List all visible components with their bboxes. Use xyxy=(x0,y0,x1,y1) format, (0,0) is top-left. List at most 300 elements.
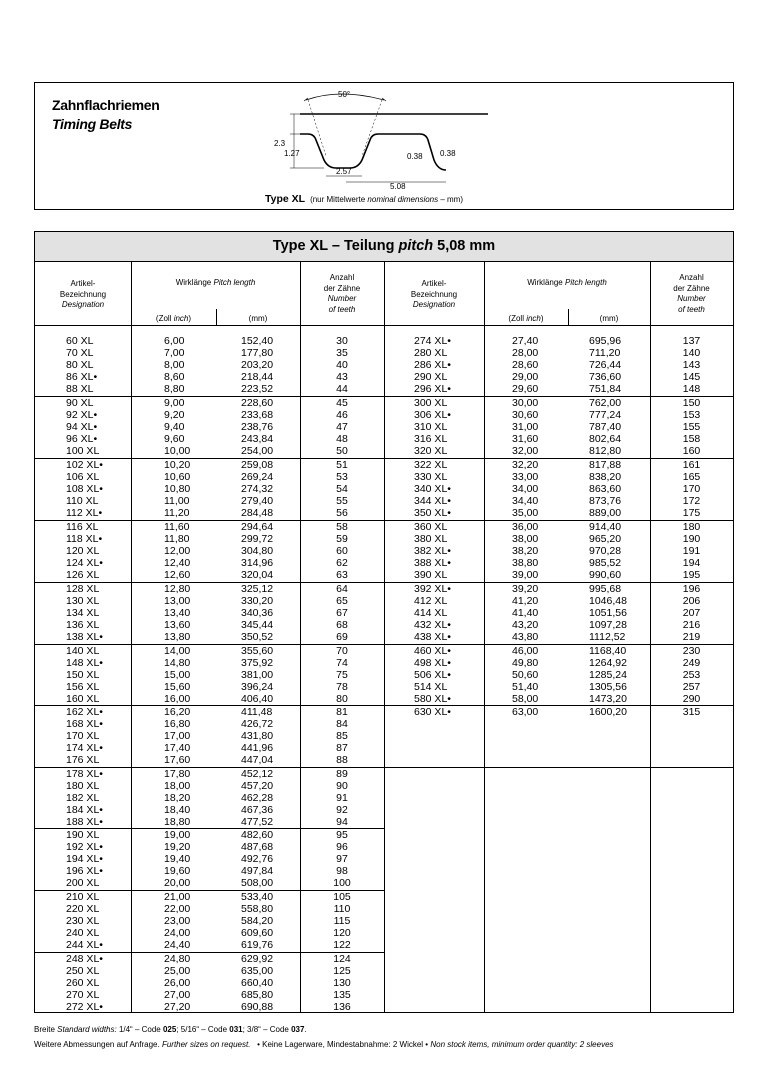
cell-designation: 414 XL xyxy=(414,607,448,619)
cell-designation: 182 XL xyxy=(66,792,100,804)
cell-teeth: 125 xyxy=(333,965,351,977)
cell-designation: 168 XL• xyxy=(66,718,103,730)
type-label: Type XL xyxy=(265,193,306,205)
cell-length-inch: 14,80 xyxy=(164,657,191,669)
cell-length-mm: 497,84 xyxy=(241,865,274,877)
cell-designation: 392 XL• xyxy=(414,583,451,595)
cell-length-mm: 609,60 xyxy=(241,927,274,939)
cell-teeth: 165 xyxy=(682,471,701,483)
cell-designation: 134 XL xyxy=(66,607,100,619)
cell-length-mm: 660,40 xyxy=(241,977,274,989)
cell-designation: 260 XL xyxy=(66,977,100,989)
cell-teeth: 216 xyxy=(682,619,701,631)
cell-length-mm: 314,96 xyxy=(241,557,274,569)
cell-designation: 60 XL xyxy=(66,335,94,347)
cell-length-inch: 21,00 xyxy=(164,891,191,903)
cell-designation: 388 XL• xyxy=(414,557,451,569)
cell-teeth: 40 xyxy=(336,359,348,371)
cell-length-inch: 39,20 xyxy=(512,583,539,595)
cell-teeth: 194 xyxy=(682,557,701,569)
cell-length-mm: 279,40 xyxy=(241,495,274,507)
cell-designation: 200 XL xyxy=(66,877,100,889)
header-inch-right: (Zoll inch) xyxy=(508,314,544,323)
cell-designation: 124 XL• xyxy=(66,557,103,569)
cell-designation: 630 XL• xyxy=(414,706,451,718)
cell-length-inch: 10,60 xyxy=(164,471,191,483)
cell-length-mm: 787,40 xyxy=(589,421,622,433)
cell-length-inch: 51,40 xyxy=(512,681,539,693)
cell-length-inch: 16,00 xyxy=(164,693,191,705)
cell-teeth: 161 xyxy=(682,459,701,471)
cell-designation: 300 XL xyxy=(414,397,448,409)
cell-designation: 432 XL• xyxy=(414,619,451,631)
title-german: Zahnflachriemen xyxy=(52,97,160,113)
cell-designation: 506 XL• xyxy=(414,669,451,681)
cell-length-mm: 406,40 xyxy=(241,693,274,705)
cell-length-inch: 17,80 xyxy=(164,768,191,780)
belt-profile-diagram xyxy=(270,86,510,190)
cell-length-mm: 508,00 xyxy=(241,877,274,889)
cell-designation: 194 XL• xyxy=(66,853,103,865)
cell-teeth: 253 xyxy=(682,669,701,681)
cell-designation: 80 XL xyxy=(66,359,94,371)
cell-length-inch: 49,80 xyxy=(512,657,539,669)
cell-length-inch: 39,00 xyxy=(512,569,539,581)
cell-length-inch: 32,00 xyxy=(512,445,539,457)
cell-length-mm: 1097,28 xyxy=(589,619,627,631)
cell-teeth: 105 xyxy=(333,891,351,903)
cell-teeth: 51 xyxy=(336,459,348,471)
cell-length-inch: 24,40 xyxy=(164,939,191,951)
cell-teeth: 96 xyxy=(336,841,348,853)
cell-teeth: 160 xyxy=(682,445,701,457)
cell-length-inch: 15,60 xyxy=(164,681,191,693)
cell-length-mm: 259,08 xyxy=(241,459,274,471)
header-inch: (Zoll inch) xyxy=(155,314,192,323)
cell-designation: 92 XL• xyxy=(66,409,98,421)
cell-length-mm: 233,68 xyxy=(241,409,274,421)
cell-length-inch: 18,00 xyxy=(164,780,191,792)
cell-designation: 138 XL• xyxy=(66,631,103,643)
cell-length-inch: 43,20 xyxy=(512,619,539,631)
cell-designation: 96 XL• xyxy=(66,433,98,445)
cell-length-inch: 27,20 xyxy=(164,1001,191,1013)
cell-length-inch: 31,60 xyxy=(512,433,539,445)
cell-teeth: 148 xyxy=(682,383,701,395)
cell-length-mm: 340,36 xyxy=(241,607,274,619)
cell-length-inch: 23,00 xyxy=(164,915,191,927)
cell-length-mm: 396,24 xyxy=(241,681,274,693)
cell-teeth: 54 xyxy=(336,483,348,495)
cell-teeth: 110 xyxy=(333,903,351,915)
cell-designation: 322 XL xyxy=(414,459,448,471)
cell-designation: 320 XL xyxy=(414,445,448,457)
cell-length-mm: 629,92 xyxy=(241,953,274,965)
cell-teeth: 290 xyxy=(682,693,701,705)
footer-notes: Weitere Abmessungen auf Anfrage. Further sizes on request. • Keine Lagerware, Mindestabnahme: 2 Wickel • Non stock items, minimum order quantity: 2 sleeves xyxy=(34,1040,614,1049)
cell-teeth: 84 xyxy=(336,718,348,730)
cell-length-mm: 777,24 xyxy=(589,409,622,421)
cell-teeth: 97 xyxy=(336,853,348,865)
cell-teeth: 94 xyxy=(336,816,348,828)
cell-length-inch: 34,00 xyxy=(512,483,539,495)
cell-teeth: 74 xyxy=(336,657,348,669)
cell-designation: 120 XL xyxy=(66,545,100,557)
cell-teeth: 88 xyxy=(336,754,348,766)
cell-designation: 112 XL• xyxy=(66,507,103,519)
cell-length-mm: 411,48 xyxy=(241,706,273,718)
cell-length-inch: 16,20 xyxy=(164,706,191,718)
cell-length-mm: 726,44 xyxy=(589,359,622,371)
cell-teeth: 67 xyxy=(336,607,348,619)
cell-length-mm: 177,80 xyxy=(241,347,274,359)
cell-length-mm: 1112,52 xyxy=(589,631,626,643)
cell-teeth: 153 xyxy=(682,409,701,421)
header-mm-right: (mm) xyxy=(599,314,619,323)
cell-length-mm: 1600,20 xyxy=(589,706,627,718)
cell-designation: 88 XL xyxy=(66,383,94,395)
cell-designation: 382 XL• xyxy=(414,545,451,557)
cell-length-inch: 16,80 xyxy=(164,718,191,730)
cell-length-inch: 13,00 xyxy=(164,595,191,607)
cell-length-mm: 619,76 xyxy=(241,939,274,951)
cell-length-mm: 274,32 xyxy=(241,483,274,495)
header-designation: Artikel- Bezeichnung Designation xyxy=(59,279,107,309)
cell-teeth: 69 xyxy=(336,631,348,643)
cell-teeth: 53 xyxy=(336,471,348,483)
table-title: Type XL – Teilung pitch 5,08 mm xyxy=(35,232,733,262)
cell-length-inch: 19,40 xyxy=(164,853,191,865)
cell-length-mm: 238,76 xyxy=(241,421,274,433)
cell-designation: 128 XL xyxy=(66,583,100,595)
cell-length-mm: 685,80 xyxy=(241,989,274,1001)
cell-length-mm: 441,96 xyxy=(241,742,274,754)
cell-length-mm: 1046,48 xyxy=(589,595,627,607)
cell-length-inch: 11,00 xyxy=(164,495,190,507)
cell-length-mm: 1264,92 xyxy=(589,657,627,669)
cell-length-mm: 914,40 xyxy=(589,521,622,533)
cell-teeth: 64 xyxy=(336,583,348,595)
cell-teeth: 68 xyxy=(336,619,348,631)
cell-length-mm: 218,44 xyxy=(241,371,274,383)
cell-teeth: 158 xyxy=(682,433,701,445)
cell-length-mm: 751,84 xyxy=(589,383,622,395)
cell-designation: 344 XL• xyxy=(414,495,451,507)
cell-teeth: 191 xyxy=(682,545,701,557)
cell-length-inch: 13,60 xyxy=(164,619,191,631)
cell-length-inch: 9,00 xyxy=(164,397,185,409)
cell-teeth: 59 xyxy=(336,533,348,545)
cell-length-inch: 38,80 xyxy=(512,557,539,569)
cell-teeth: 50 xyxy=(336,445,348,457)
cell-length-mm: 492,76 xyxy=(241,853,274,865)
cell-teeth: 35 xyxy=(336,347,348,359)
cell-designation: 310 XL xyxy=(414,421,448,433)
cell-length-mm: 447,04 xyxy=(241,754,274,766)
cell-length-mm: 1168,40 xyxy=(589,645,627,657)
cell-teeth: 170 xyxy=(682,483,701,495)
cell-length-inch: 17,00 xyxy=(164,730,191,742)
cell-teeth: 43 xyxy=(336,371,348,383)
cell-teeth: 81 xyxy=(336,706,348,718)
cell-length-inch: 9,40 xyxy=(164,421,185,433)
cell-length-mm: 533,40 xyxy=(241,891,274,903)
cell-designation: 498 XL• xyxy=(414,657,451,669)
cell-teeth: 257 xyxy=(682,681,701,693)
cell-length-inch: 24,80 xyxy=(164,953,191,965)
cell-length-inch: 32,20 xyxy=(512,459,539,471)
cell-teeth: 89 xyxy=(336,768,348,780)
cell-length-mm: 584,20 xyxy=(241,915,274,927)
cell-teeth: 135 xyxy=(333,989,351,1001)
cell-teeth: 190 xyxy=(682,533,701,545)
radius-label-2: 0.38 xyxy=(440,149,456,158)
cell-designation: 102 XL• xyxy=(66,459,103,471)
cell-length-mm: 1305,56 xyxy=(589,681,627,693)
cell-designation: 306 XL• xyxy=(414,409,451,421)
cell-length-inch: 38,20 xyxy=(512,545,539,557)
cell-length-mm: 330,20 xyxy=(241,595,274,607)
cell-designation: 100 XL xyxy=(66,445,100,457)
cell-designation: 580 XL• xyxy=(414,693,451,705)
cell-length-inch: 13,80 xyxy=(164,631,191,643)
cell-length-mm: 320,04 xyxy=(241,569,274,581)
cell-teeth: 90 xyxy=(336,780,348,792)
cell-length-mm: 995,68 xyxy=(589,583,622,595)
cell-teeth: 44 xyxy=(336,383,348,395)
cell-teeth: 91 xyxy=(336,792,348,804)
cell-designation: 380 XL xyxy=(414,533,448,545)
cell-length-inch: 18,80 xyxy=(164,816,191,828)
cell-length-inch: 11,20 xyxy=(164,507,190,519)
cell-teeth: 136 xyxy=(333,1001,351,1013)
cell-length-inch: 20,00 xyxy=(164,877,191,889)
cell-designation: 70 XL xyxy=(66,347,94,359)
cell-length-inch: 17,40 xyxy=(164,742,191,754)
cell-length-inch: 17,60 xyxy=(164,754,191,766)
cell-designation: 280 XL xyxy=(414,347,448,359)
cell-length-inch: 63,00 xyxy=(512,706,539,718)
cell-length-mm: 325,12 xyxy=(241,583,274,595)
cell-teeth: 180 xyxy=(682,521,701,533)
cell-length-inch: 19,00 xyxy=(164,829,191,841)
cell-length-inch: 13,40 xyxy=(164,607,191,619)
cell-teeth: 78 xyxy=(336,681,348,693)
cell-length-mm: 284,48 xyxy=(241,507,274,519)
header-teeth: Anzahl der Zähne Number of teeth xyxy=(323,273,361,314)
cell-length-inch: 6,00 xyxy=(164,335,185,347)
cell-length-inch: 11,80 xyxy=(164,533,190,545)
cell-length-inch: 34,40 xyxy=(512,495,539,507)
cell-designation: 350 XL• xyxy=(414,507,451,519)
cell-designation: 248 XL• xyxy=(66,953,103,965)
header-designation-right: Artikel- Bezeichnung Designation xyxy=(410,279,458,309)
cell-length-inch: 31,00 xyxy=(512,421,539,433)
header-mm: (mm) xyxy=(248,314,268,323)
cell-length-mm: 965,20 xyxy=(589,533,622,545)
cell-teeth: 80 xyxy=(336,693,348,705)
angle-label: 50° xyxy=(338,90,351,99)
cell-teeth: 85 xyxy=(336,730,348,742)
cell-designation: 106 XL xyxy=(66,471,100,483)
cell-length-inch: 18,40 xyxy=(164,804,191,816)
cell-length-mm: 635,00 xyxy=(241,965,274,977)
cell-length-mm: 477,52 xyxy=(241,816,274,828)
cell-teeth: 143 xyxy=(682,359,701,371)
title-english: Timing Belts xyxy=(52,116,133,132)
cell-length-inch: 8,60 xyxy=(164,371,185,383)
cell-teeth: 130 xyxy=(333,977,351,989)
cell-length-inch: 19,60 xyxy=(164,865,191,877)
cell-length-inch: 12,00 xyxy=(164,545,191,557)
cell-length-inch: 29,60 xyxy=(512,383,539,395)
cell-designation: 316 XL xyxy=(414,433,448,445)
cell-length-inch: 11,60 xyxy=(164,521,190,533)
cell-length-inch: 28,60 xyxy=(512,359,539,371)
pitch-label: 5.08 xyxy=(390,182,406,190)
cell-length-inch: 10,80 xyxy=(164,483,191,495)
cell-teeth: 175 xyxy=(682,507,701,519)
cell-designation: 272 XL• xyxy=(66,1001,103,1013)
cell-length-mm: 462,28 xyxy=(241,792,274,804)
cell-length-mm: 695,96 xyxy=(589,335,622,347)
cell-length-mm: 985,52 xyxy=(589,557,622,569)
cell-designation: 116 XL xyxy=(66,521,99,533)
cell-length-inch: 10,20 xyxy=(164,459,191,471)
cell-length-inch: 43,80 xyxy=(512,631,539,643)
cell-length-mm: 990,60 xyxy=(589,569,622,581)
cell-length-inch: 22,00 xyxy=(164,903,191,915)
cell-length-inch: 25,00 xyxy=(164,965,191,977)
cell-length-inch: 38,00 xyxy=(512,533,539,545)
cell-length-mm: 299,72 xyxy=(241,533,274,545)
cell-teeth: 45 xyxy=(336,397,348,409)
cell-teeth: 62 xyxy=(336,557,348,569)
cell-length-inch: 27,40 xyxy=(512,335,539,347)
cell-designation: 190 XL xyxy=(66,829,100,841)
cell-designation: 296 XL• xyxy=(414,383,451,395)
cell-length-mm: 152,40 xyxy=(241,335,274,347)
cell-designation: 196 XL• xyxy=(66,865,103,877)
cell-teeth: 196 xyxy=(682,583,701,595)
cell-teeth: 47 xyxy=(336,421,348,433)
cell-teeth: 63 xyxy=(336,569,348,581)
cell-designation: 220 XL xyxy=(66,903,100,915)
cell-length-mm: 812,80 xyxy=(589,445,622,457)
cell-length-inch: 9,60 xyxy=(164,433,185,445)
depth-label-2: 1.27 xyxy=(284,149,300,158)
cell-teeth: 115 xyxy=(333,915,351,927)
cell-length-inch: 27,00 xyxy=(164,989,191,1001)
cell-designation: 270 XL xyxy=(66,989,100,1001)
cell-length-mm: 736,60 xyxy=(589,371,622,383)
cell-teeth: 206 xyxy=(682,595,701,607)
cell-teeth: 48 xyxy=(336,433,348,445)
cell-length-inch: 14,00 xyxy=(164,645,191,657)
cell-designation: 244 XL• xyxy=(66,939,103,951)
cell-length-mm: 762,00 xyxy=(589,397,622,409)
cell-designation: 108 XL• xyxy=(66,483,103,495)
cell-teeth: 145 xyxy=(682,371,701,383)
cell-length-mm: 269,24 xyxy=(241,471,274,483)
cell-designation: 156 XL xyxy=(66,681,100,693)
cell-length-mm: 970,28 xyxy=(589,545,622,557)
cell-designation: 110 XL xyxy=(66,495,99,507)
cell-designation: 340 XL• xyxy=(414,483,451,495)
cell-length-mm: 452,12 xyxy=(241,768,274,780)
cell-length-inch: 26,00 xyxy=(164,977,191,989)
cell-length-mm: 304,80 xyxy=(241,545,274,557)
cell-length-mm: 375,92 xyxy=(241,657,274,669)
header-teeth-right: Anzahl der Zähne Number of teeth xyxy=(673,273,710,314)
cell-designation: 90 XL xyxy=(66,397,94,409)
cell-length-inch: 15,00 xyxy=(164,669,191,681)
cell-designation: 230 XL xyxy=(66,915,100,927)
cell-designation: 250 XL xyxy=(66,965,100,977)
cell-designation: 174 XL• xyxy=(66,742,103,754)
cell-length-inch: 18,20 xyxy=(164,792,191,804)
cell-length-inch: 12,80 xyxy=(164,583,191,595)
cell-length-mm: 690,88 xyxy=(241,1001,274,1013)
cell-length-inch: 28,00 xyxy=(512,347,539,359)
cell-length-mm: 1051,56 xyxy=(589,607,627,619)
cell-length-mm: 243,84 xyxy=(241,433,274,445)
cell-designation: 148 XL• xyxy=(66,657,103,669)
diagram-caption: Type XL (nur Mittelwerte nominal dimensions – mm) xyxy=(265,193,464,205)
cell-length-inch: 12,60 xyxy=(164,569,191,581)
cell-length-inch: 41,20 xyxy=(512,595,539,607)
cell-designation: 118 XL• xyxy=(66,533,103,545)
cell-length-mm: 711,20 xyxy=(589,347,621,359)
cell-length-mm: 863,60 xyxy=(589,483,622,495)
cell-length-inch: 19,20 xyxy=(164,841,191,853)
cell-length-mm: 228,60 xyxy=(241,397,274,409)
cell-designation: 126 XL xyxy=(66,569,100,581)
cell-teeth: 65 xyxy=(336,595,348,607)
cell-teeth: 230 xyxy=(682,645,701,657)
cell-designation: 178 XL• xyxy=(66,768,103,780)
radius-label-1: 0.38 xyxy=(407,152,423,161)
cell-teeth: 140 xyxy=(682,347,701,359)
cell-length-inch: 8,00 xyxy=(164,359,185,371)
cell-length-inch: 8,80 xyxy=(164,383,185,395)
cell-teeth: 100 xyxy=(333,877,351,889)
cell-designation: 140 XL xyxy=(66,645,100,657)
cell-designation: 274 XL• xyxy=(414,335,451,347)
cell-length-inch: 36,00 xyxy=(512,521,539,533)
cell-length-inch: 29,00 xyxy=(512,371,539,383)
cell-length-inch: 9,20 xyxy=(164,409,185,421)
cell-designation: 438 XL• xyxy=(414,631,451,643)
width-label: 2.57 xyxy=(336,167,352,176)
cell-designation: 162 XL• xyxy=(66,706,103,718)
cell-designation: 412 XL xyxy=(414,595,448,607)
cell-length-mm: 431,80 xyxy=(241,730,274,742)
cell-designation: 160 XL xyxy=(66,693,100,705)
cell-designation: 136 XL xyxy=(66,619,100,631)
cell-length-mm: 873,76 xyxy=(589,495,622,507)
cell-teeth: 75 xyxy=(336,669,348,681)
cell-teeth: 46 xyxy=(336,409,348,421)
cell-length-inch: 33,00 xyxy=(512,471,539,483)
cell-length-inch: 46,00 xyxy=(512,645,539,657)
cell-designation: 192 XL• xyxy=(66,841,103,853)
cell-designation: 94 XL• xyxy=(66,421,98,433)
cell-length-mm: 889,00 xyxy=(589,507,622,519)
cell-teeth: 124 xyxy=(333,953,351,965)
cell-length-mm: 838,20 xyxy=(589,471,622,483)
cell-teeth: 195 xyxy=(682,569,701,581)
